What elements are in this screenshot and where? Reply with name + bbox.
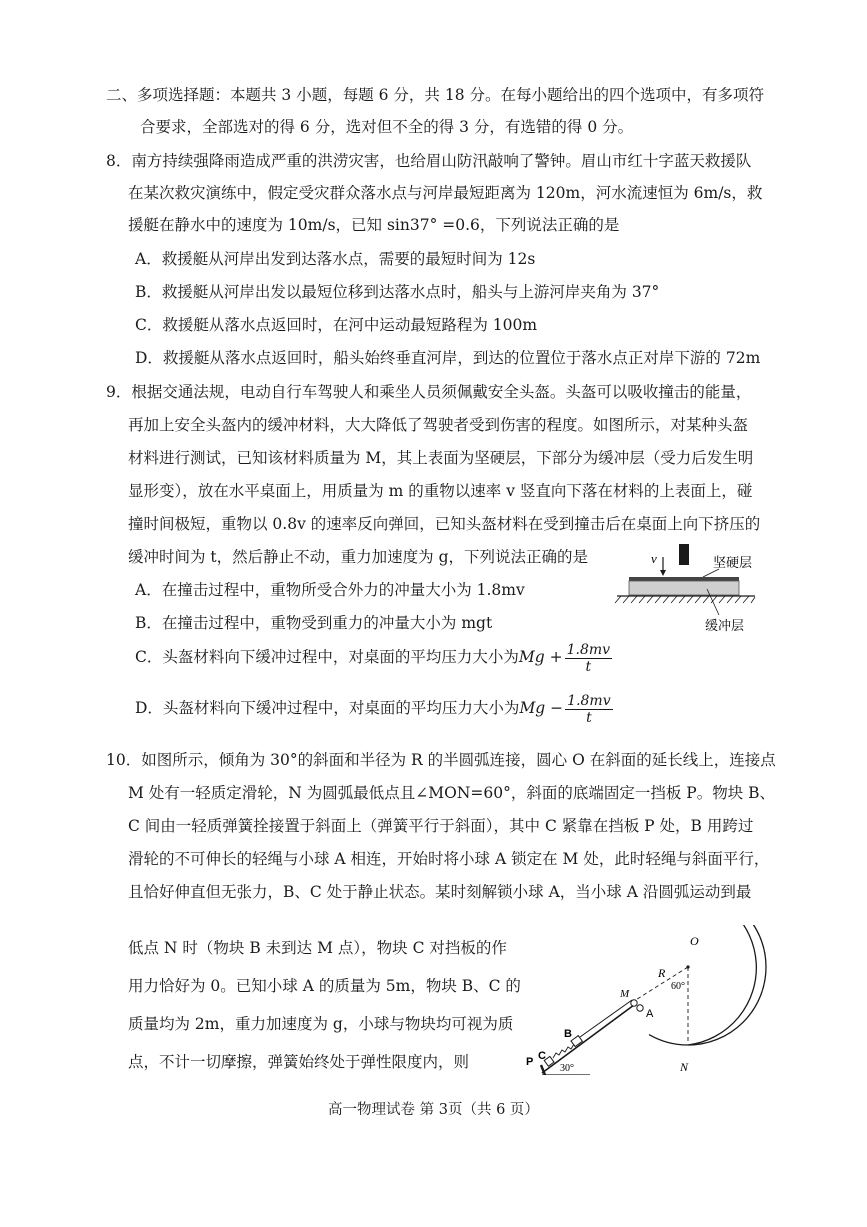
q9-option-c-fraction [565, 642, 612, 675]
fraction-denominator: t [585, 658, 592, 675]
q9-option-c-expr: Mg + [518, 648, 563, 666]
velocity-arrowhead [660, 570, 666, 576]
q9-option-a: A．在撞击过程中，重物所受合外力的冲量大小为 1.8mv [135, 581, 525, 599]
hard-layer-leader [703, 569, 719, 577]
fraction-numerator: 1.8mv [567, 692, 611, 709]
q9-stem-line5: 撞时间极短，重物以 0.8v 的速率反向弹回，已知头盔材料在受到撞击后在桌面上向下挤压的 [128, 515, 761, 533]
fig-label-m: M [620, 988, 630, 1000]
q10-stem-line1: 10．如图所示，倾角为 30°的斜面和半径为 R 的半圆弧连接，圆心 O 在斜面的延长线上，连接点 [106, 751, 776, 769]
q8-stem-line1: 8．南方持续强降雨造成严重的洪涝灾害，也给眉山防汛敲响了警钟。眉山市红十字蓝天救援队 [106, 152, 752, 170]
fig-label-o: O [690, 934, 699, 948]
rope [580, 1000, 632, 1037]
semicircle-arc-lower [649, 1035, 688, 1046]
q10-stem-line9: 点，不计一切摩擦，弹簧始终处于弹性限度内，则 [128, 1053, 470, 1071]
fig-buffer-layer-label: 缓冲层 [705, 618, 745, 633]
q9-option-d-text: D．头盔材料向下缓冲过程中，对桌面的平均压力大小为 [135, 699, 520, 717]
q8-option-c: C．救援艇从落水点返回时，在河中运动最短路程为 100m [135, 316, 538, 334]
q10-stem-line4: 滑轮的不可伸长的轻绳与小球 A 相连，开始时将小球 A 锁定在 M 处，此时轻绳与斜面平行， [128, 850, 770, 868]
fraction-numerator: 1.8mv [566, 641, 611, 658]
q10-stem-line7: 用力恰好为 0。已知小球 A 的质量为 5m，物块 B、C 的 [128, 977, 521, 995]
q8-option-a: A．救援艇从河岸出发到达落水点，需要的最短时间为 12s [135, 250, 536, 268]
q9-stem-line6: 缓冲时间为 t，然后静止不动，重力加速度为 g，下列说法正确的是 [128, 548, 589, 566]
fig-label-p: P [526, 1056, 534, 1068]
q9-stem-line1: 9．根据交通法规，电动自行车驾驶人和乘坐人员须佩戴安全头盔。头盔可以吸收撞击的能量， [106, 383, 752, 401]
q10-stem-line3: C 间由一轻质弹簧拴接置于斜面上（弹簧平行于斜面），其中 C 紧靠在挡板 P 处，B 用跨过 [128, 817, 754, 835]
q9-helmet-test-figure [615, 535, 775, 635]
buffer-layer [629, 581, 739, 595]
q9-option-b: B．在撞击过程中，重物受到重力的冲量大小为 mgt [135, 614, 493, 632]
baffle-plate-p [541, 1065, 545, 1075]
q10-incline-semicircle-figure [520, 925, 775, 1075]
q9-stem-line2: 再加上安全头盔内的缓冲材料，大大降低了驾驶者受到伤害的程度。如图所示，对某种头盔 [128, 416, 749, 434]
fig-label-r: R [658, 966, 666, 980]
q8-stem-line2: 在某次救灾演练中，假定受灾群众落水点与河岸最短距离为 120m，河水流速恒为 6m/s，救 [128, 184, 763, 202]
hard-layer [629, 577, 739, 581]
center-o-point [686, 965, 689, 968]
table-hatching [615, 596, 755, 603]
q10-stem-line8: 质量均为 2m，重力加速度为 g，小球与物块均可视为质 [128, 1015, 514, 1033]
fig-hard-layer-label: 坚硬层 [713, 555, 753, 570]
q9-option-d-expr: Mg − [519, 699, 564, 717]
q8-stem-line3: 援艇在静水中的速度为 10m/s，已知 sin37° =0.6，下列说法正确的是 [128, 216, 620, 234]
fig-label-b: B [564, 1028, 572, 1040]
q8-option-b: B．救援艇从河岸出发以最短位移到达落水点时，船头与上游河岸夹角为 37° [135, 283, 660, 301]
fig-label-a: A [646, 1008, 654, 1020]
section-heading-line2: 合要求，全部选对的得 6 分，选对但不全的得 3 分，有选错的得 0 分。 [140, 118, 634, 136]
q10-stem-line5: 且恰好伸直但无张力，B、C 处于静止状态。某时刻解锁小球 A，当小球 A 沿圆弧运动到最 [128, 883, 752, 901]
fig-label-60deg: 60° [671, 981, 685, 992]
fig-label-n: N [680, 1060, 689, 1074]
incline-surface [542, 1005, 634, 1073]
q10-stem-line2: M 处有一轻质定滑轮，N 为圆弧最低点且∠MON=60°，斜面的底端固定一挡板 P。物块 B、 [128, 784, 776, 802]
q9-option-c [135, 639, 614, 675]
fig-label-c: C [538, 1050, 546, 1062]
q9-option-d [135, 690, 615, 726]
fig-v-label: v [651, 551, 657, 566]
q9-stem-line3: 材料进行测试，已知该材料质量为 M，其上表面为坚硬层，下部分为缓冲层（受力后发生明 [128, 449, 754, 467]
falling-weight [679, 544, 689, 565]
section-heading-line1: 二、多项选择题：本题共 3 小题，每题 6 分，共 18 分。在每小题给出的四个选项中，有多项符 [106, 86, 765, 104]
q10-stem-line6: 低点 N 时（物块 B 未到达 M 点），物块 C 对挡板的作 [128, 939, 507, 957]
fig-label-30deg: 30° [560, 1063, 574, 1074]
q8-option-d: D．救援艇从落水点返回时，船头始终垂直河岸，到达的位置位于落水点正对岸下游的 72m [135, 349, 761, 367]
pulley-m [631, 1000, 637, 1006]
q9-option-c-text: C．头盔材料向下缓冲过程中，对桌面的平均压力大小为 [135, 648, 519, 666]
q9-stem-line4: 显形变），放在水平桌面上，用质量为 m 的重物以速率 v 竖直向下落在材料的上表面上，碰 [128, 482, 753, 500]
fraction-denominator: t [586, 709, 592, 726]
q9-option-d-fraction [565, 693, 612, 726]
page-footer: 高一物理试卷 第 3页（共 6 页） [328, 1102, 539, 1118]
ball-a [637, 1005, 643, 1011]
